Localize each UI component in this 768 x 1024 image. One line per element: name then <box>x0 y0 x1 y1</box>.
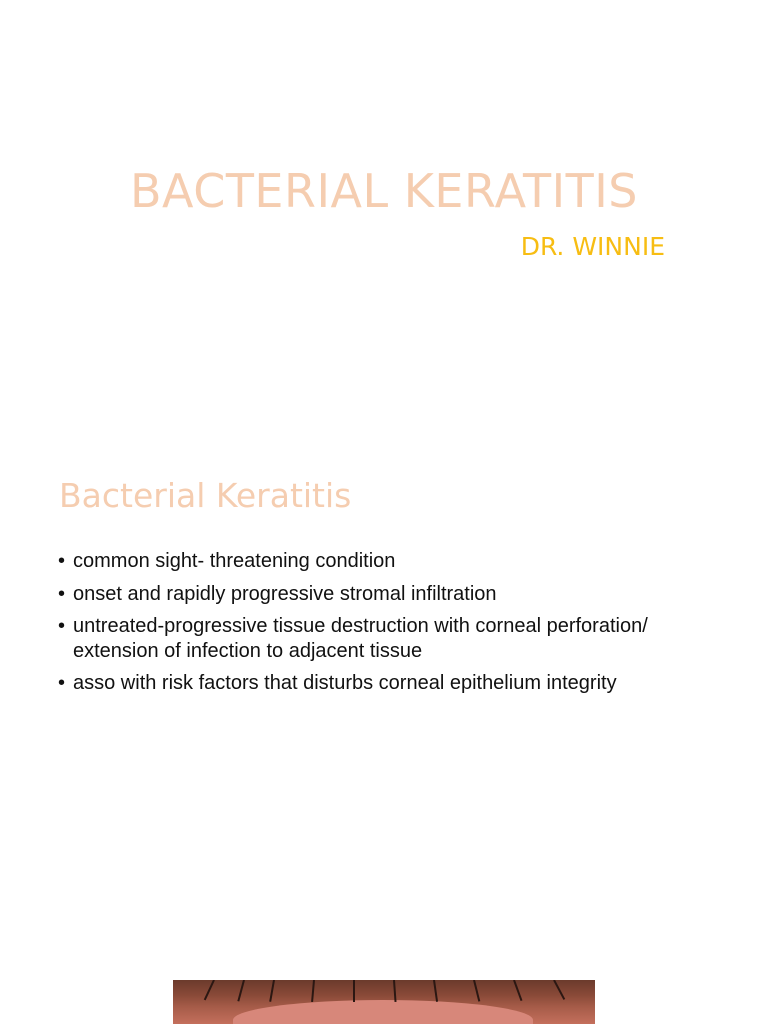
bullet-list <box>58 549 718 704</box>
bullet-icon: • <box>58 582 66 605</box>
bullet-icon: • <box>58 672 66 694</box>
slide-heading: Bacterial Keratitis <box>59 476 352 515</box>
slide-author: DR. WINNIE <box>520 232 665 261</box>
eyelash-shape <box>473 980 480 1002</box>
eye-photo-image <box>173 980 595 1024</box>
bullet-icon: • <box>58 615 66 637</box>
bullet-icon: • <box>58 550 66 572</box>
eyelash-shape <box>513 980 522 1001</box>
bullet-text: asso with risk factors that disturbs corneal epithelium integrity <box>73 672 617 694</box>
eyelash-shape <box>311 980 315 1002</box>
bullet-text: untreated-progressive tissue destruction with corneal perforation/ extension of infection to adjacent tissue <box>73 615 648 662</box>
eyelash-shape <box>269 980 275 1002</box>
eyelash-shape <box>553 980 565 1000</box>
eyelash-shape <box>204 980 215 1000</box>
bullet-item <box>58 671 718 696</box>
bullet-item <box>58 582 718 607</box>
bullet-text: common sight- threatening condition <box>73 550 396 572</box>
eyelash-shape <box>393 980 397 1002</box>
eyelash-shape <box>237 980 245 1002</box>
eyelid-shape <box>233 1000 533 1024</box>
eyelash-shape <box>353 980 355 1002</box>
bullet-text: onset and rapidly progressive stromal infiltration <box>73 582 497 605</box>
bullet-item <box>58 549 718 574</box>
bullet-item <box>58 614 718 663</box>
eyelash-shape <box>433 980 438 1002</box>
slide-title: BACTERIAL KERATITIS <box>130 164 638 218</box>
